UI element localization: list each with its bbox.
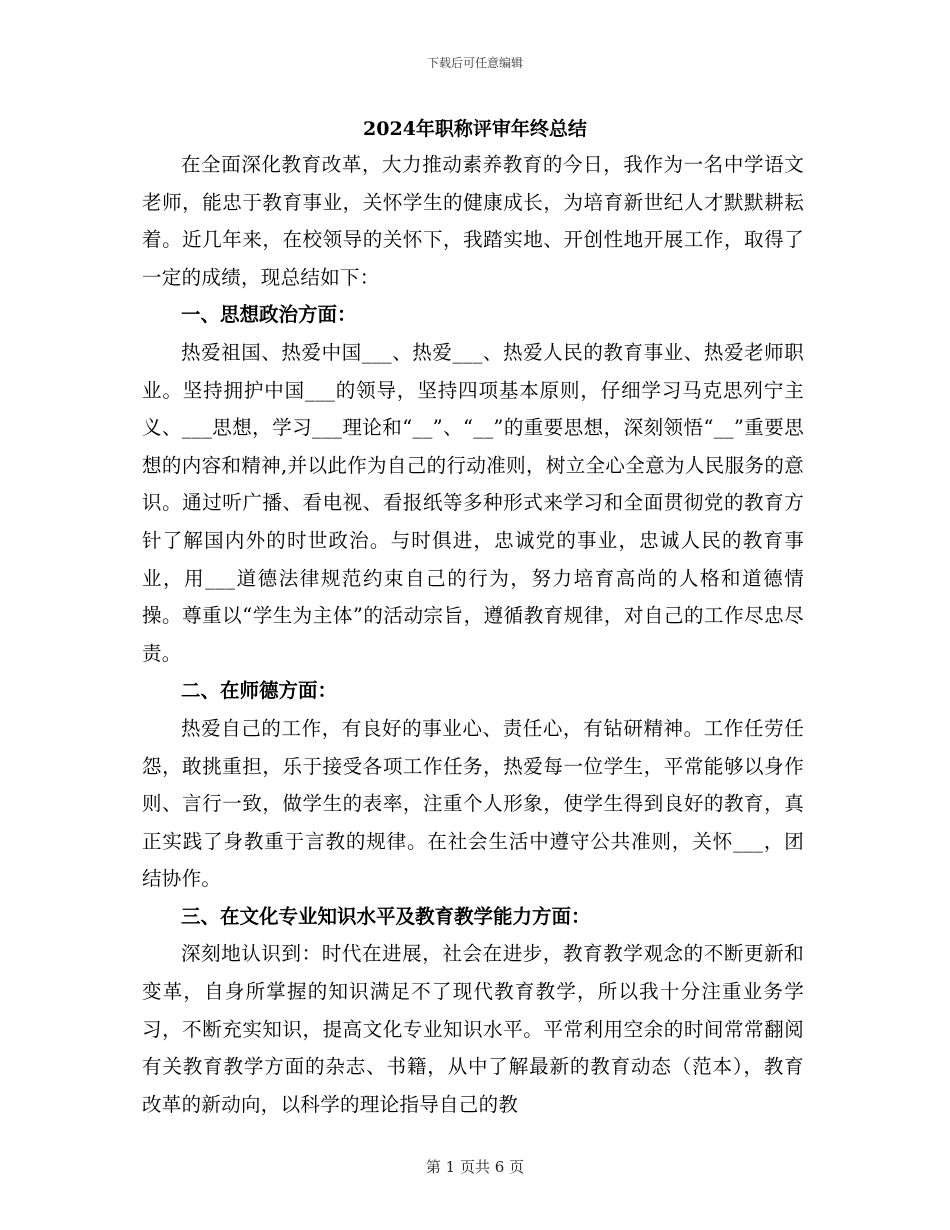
page-footer: 第 1 页共 6 页 xyxy=(425,1158,525,1176)
document-body xyxy=(142,146,804,1123)
intro-paragraph: 在全面深化教育改革，大力推动素养教育的今日，我作为一名中学语文老师，能忠于教育事业，关怀学生的健康成长，为培育新世纪人才默默耕耘着。近几年来，在校领导的关怀下，我踏实地、开创性地开展工作，取得了一定的成绩，现总结如下： xyxy=(142,153,804,289)
header-note: 下载后可任意编辑 xyxy=(426,56,523,70)
section-heading-knowledge: 三、在文化专业知识水平及教育教学能力方面： xyxy=(181,904,591,928)
document-title: 2024年职称评审年终总结 xyxy=(363,118,587,140)
section-body-politics: 热爱祖国、热爱中国___、热爱___、热爱人民的教育事业、热爱老师职业。坚持拥护中国___的领导，坚持四项基本原则，仔细学习马克思列宁主义、___思想，学习___理论和“__”、“__”的重要思想，深刻领悟“__”重要思想的内容和精神,并以此作为自己的行动准则，树立全心全意为人民服务的意识。通过听广播、看电视、看报纸等多种形式来学习和全面贯彻党的教育方针了解国内外的时世政治。与时俱进，忠诚党的事业，忠诚人民的教育事业，用___道德法律规范约束自己的行为，努力培育高尚的人格和道德情操。尊重以“学生为主体”的活动宗旨，遵循教育规律，对自己的工作尽忠尽责。 xyxy=(142,340,804,665)
section-body-knowledge: 深刻地认识到：时代在进展，社会在进步，教育教学观念的不断更新和变革，自身所掌握的知识满足不了现代教育教学，所以我十分注重业务学习，不断充实知识，提高文化专业知识水平。平常利用空余的时间常常翻阅有关教育教学方面的杂志、书籍，从中了解最新的教育动态（范本），教育改革的新动向，以科学的理论指导自己的教 xyxy=(142,942,804,1116)
section-body-ethics: 热爱自己的工作，有良好的事业心、责任心，有钻研精神。工作任劳任怨，敢挑重担，乐于接受各项工作任务，热爱每一位学生，平常能够以身作则、言行一致，做学生的表率，注重个人形象，使学生得到良好的教育，真正实践了身教重于言教的规律。在社会生活中遵守公共准则，关怀___，团结协作。 xyxy=(142,716,804,891)
section-heading-ethics: 二、在师德方面： xyxy=(181,679,338,703)
section-heading-politics: 一、思想政治方面： xyxy=(181,303,357,327)
